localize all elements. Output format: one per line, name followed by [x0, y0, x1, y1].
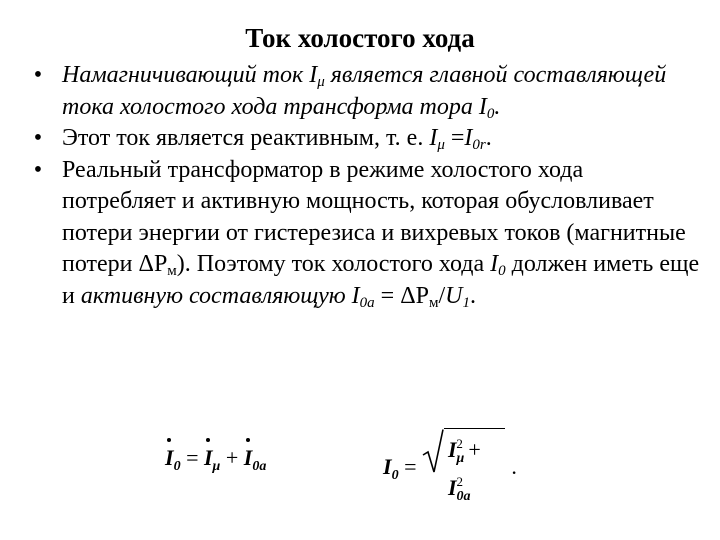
bullet-3-italic-text: активную составляющую	[80, 282, 352, 309]
subscript-1: 1	[462, 294, 470, 311]
symbol-i: I	[309, 62, 318, 88]
plus-sign: +	[462, 437, 481, 462]
bullet-2-text-b: .	[485, 125, 492, 151]
radical-sign-icon	[422, 428, 444, 474]
bullet-item-2	[28, 123, 700, 155]
symbol-i: I	[447, 475, 457, 500]
equals-sign: =	[398, 454, 422, 480]
bullet-item-3	[28, 155, 700, 313]
plus-sign: +	[220, 445, 244, 470]
subscript-0: 0	[486, 105, 495, 122]
formula-current-sum	[165, 428, 266, 488]
bullet-marker: •	[33, 156, 43, 183]
equals-sign: =	[180, 445, 204, 470]
square-root	[422, 428, 511, 510]
bullet-marker: •	[33, 62, 43, 88]
bullet-1-text-b: является главной составляющей тока холостого хода трансформа тора	[62, 62, 667, 120]
bullet-3-text-b: ). Поэтому ток холостого хода	[176, 251, 491, 277]
subscript-0: 0	[498, 263, 506, 279]
bullet-item-1	[28, 60, 700, 123]
subscript-mu: μ	[437, 137, 445, 153]
subscript-0: 0	[391, 468, 399, 484]
symbol-i-dot: I	[165, 428, 174, 488]
symbol-u: U	[445, 282, 463, 309]
bullet-3-text-c: должен иметь еще и	[62, 251, 700, 309]
formula-current-magnitude	[383, 428, 517, 510]
symbol-i0a: I	[351, 282, 360, 309]
bullet-1-text-a: Намагничивающий ток	[62, 62, 310, 88]
delta-p-symbol: ΔP	[138, 251, 168, 277]
subscript-mu: μ	[317, 74, 325, 90]
slash: /	[438, 282, 446, 309]
symbol-i-dot: I	[204, 428, 213, 488]
symbol-i-dot: I	[244, 428, 253, 488]
formula-area	[0, 428, 720, 504]
subscript-m: м	[167, 263, 177, 279]
symbol-i: I	[429, 125, 438, 151]
equals-sign: =	[444, 125, 465, 151]
subscript-m: м	[428, 294, 439, 311]
bullet-2-text-a: Этот ток является реактивным, т. е.	[62, 125, 430, 151]
subscript-0r: 0r	[472, 137, 486, 153]
equals-delta-p: = ΔP	[374, 282, 429, 309]
bullet-1-text-c: .	[494, 93, 501, 120]
symbol-i: I	[447, 437, 457, 462]
bullet-list	[28, 60, 700, 312]
subscript-0a: 0a	[359, 294, 375, 311]
bullet-marker: •	[33, 125, 43, 151]
subscript-0a: 0a	[456, 489, 471, 504]
symbol-i0: I	[490, 251, 499, 277]
symbol-i0r: I	[464, 125, 473, 151]
subscript-0a: 0a	[252, 459, 267, 474]
subscript-0: 0	[173, 459, 181, 474]
bullet-3-text-end: .	[470, 282, 476, 309]
slide-title: Ток холостого хода	[245, 23, 475, 53]
subscript-mu: μ	[212, 459, 221, 474]
subscript-mu: μ	[456, 451, 465, 466]
radicand	[444, 428, 505, 507]
symbol-i: I	[383, 454, 392, 480]
bullet-3-text-a: Реальный трансформатор в режиме холостого хода потребляет и активную мощность, которая обусловливает потери энергии от гистерезиса и вихревых токов (магнитные потери	[62, 156, 686, 277]
superscript-2: 2	[456, 436, 463, 451]
period: .	[511, 454, 517, 480]
superscript-2: 2	[456, 474, 464, 489]
symbol-i0: I	[478, 93, 487, 120]
